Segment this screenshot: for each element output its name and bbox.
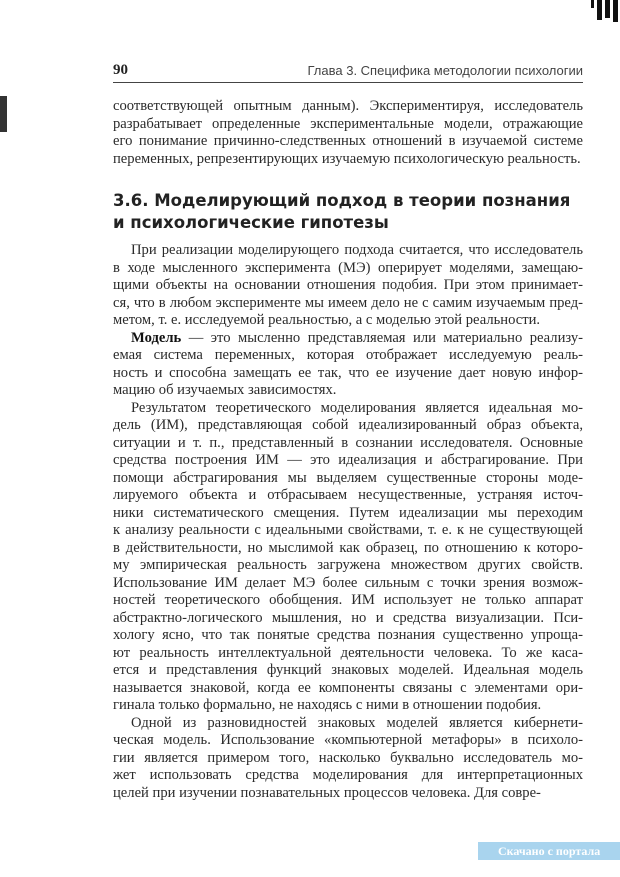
page-number: 90 bbox=[113, 62, 128, 78]
paragraph-2 bbox=[113, 330, 583, 400]
scan-artifact-left bbox=[0, 96, 7, 132]
text-line: переменных, репрезентирующих изучаемую психологическую реальность. bbox=[113, 150, 581, 167]
text-line: абстрактно-логического мышления, но и средства визуализации. Пси- bbox=[113, 609, 583, 626]
text-line: хологу ясно, что так понятые средства познания существенно упроща- bbox=[113, 627, 583, 643]
text-line: называется знаковой, когда ее компоненты связаны с элементами ори- bbox=[113, 679, 583, 696]
text-line: целей при изучении познавательных процессов человека. Для совре- bbox=[113, 784, 541, 801]
text-line: жет использовать средства моделирования для интерпретационных bbox=[113, 767, 583, 783]
text-line: ники систематического смещения. Путем идеализации мы переходим bbox=[113, 504, 583, 521]
section-title-line: и психологические гипотезы bbox=[113, 213, 389, 232]
text-line: средства построения ИМ — это идеализация и абстрагирование. При bbox=[113, 452, 583, 468]
section-heading bbox=[113, 190, 583, 234]
text-line: мацию об изучаемых зависимостях. bbox=[113, 382, 337, 398]
text-line: помощи абстрагирования мы выделяем существенные стороны моде- bbox=[113, 469, 583, 486]
text-line: метом, т. е. исследуемой реальностью, а с моделью этой реальности. bbox=[113, 312, 541, 328]
text-line: ют реальность интеллектуальной деятельности человека. То же каса- bbox=[113, 644, 583, 661]
download-watermark: Скачано с портала bbox=[478, 842, 620, 860]
text-line: в действительности, но мыслимой как образец, по отношению к которо- bbox=[113, 539, 583, 556]
text-line: лируемого объекта и отбрасываем несущественные, устраняя источ- bbox=[113, 487, 583, 503]
text-line: разрабатывает определенные экспериментальные модели, отражающие bbox=[113, 115, 583, 132]
text-line: соответствующей опытным данным). Экспериментируя, исследователь bbox=[113, 98, 583, 114]
body-text bbox=[113, 242, 583, 802]
text-line: Результатом теоретического моделирования является идеальная мо- bbox=[131, 399, 583, 416]
text-line: ется и представления функций знаковых моделей. Идеальная модель bbox=[113, 662, 583, 678]
text-line: Одной из разновидностей знаковых моделей является кибернети- bbox=[131, 714, 583, 731]
scan-artifact-top bbox=[590, 0, 620, 24]
paragraph-1 bbox=[113, 242, 583, 330]
text-line: гии является примером того, насколько буквально исследователь мо- bbox=[113, 749, 583, 766]
running-head: Глава 3. Специфика методологии психологии bbox=[307, 63, 583, 78]
text-line: дель (ИМ), представляющая собой идеализированный образ объекта, bbox=[113, 417, 583, 433]
paragraph-3 bbox=[113, 400, 583, 715]
text-line: щими объекты на основании отношения подобия. При этом принимает- bbox=[113, 277, 583, 293]
text-line: ностей теоретического обобщения. ИМ использует не только аппарат bbox=[113, 592, 583, 608]
paragraph-4 bbox=[113, 715, 583, 803]
text-line: в ходе мысленного эксперимента (МЭ) оперирует моделями, замещаю- bbox=[113, 259, 583, 276]
intro-paragraph bbox=[113, 98, 583, 168]
text-line: к анализу реальности с идеальными свойствами, т. е. к не существующей bbox=[113, 522, 583, 538]
text-line bbox=[113, 330, 583, 348]
text-line: Использование ИМ делает МЭ более сильным с точки зрения возмож- bbox=[113, 574, 583, 591]
text-line: ситуации и т. п., представленный в сознании исследователя. Основные bbox=[113, 434, 583, 451]
text-line: При реализации моделирующего подхода считается, что исследователь bbox=[131, 242, 583, 258]
term-model: Модель bbox=[131, 329, 182, 346]
text-line: емая система переменных, которая отображает исследуемую реаль- bbox=[113, 347, 583, 363]
text-line: ность и способна замещать ее так, что ее изучение дает новую инфор- bbox=[113, 364, 583, 381]
text-span: — это мысленно представляемая или материально реализу- bbox=[181, 329, 583, 346]
text-line: гинала только формально, не находясь с ними в отношении подобия. bbox=[113, 697, 542, 713]
section-title-line: 3.6. Моделирующий подход в теории познания bbox=[113, 191, 571, 210]
text-line: ся, что в любом эксперименте мы имеем дело не с самим изучаемым пред- bbox=[113, 294, 583, 311]
text-line: ческая модель. Использование «компьютерной метафоры» в психоло- bbox=[113, 732, 583, 748]
text-line: его понимание причинно-следственных отношений в изучаемой системе bbox=[113, 133, 583, 149]
page-header bbox=[113, 62, 583, 83]
text-line: му эмпирическая реальность загружена множеством других свойств. bbox=[113, 557, 583, 573]
